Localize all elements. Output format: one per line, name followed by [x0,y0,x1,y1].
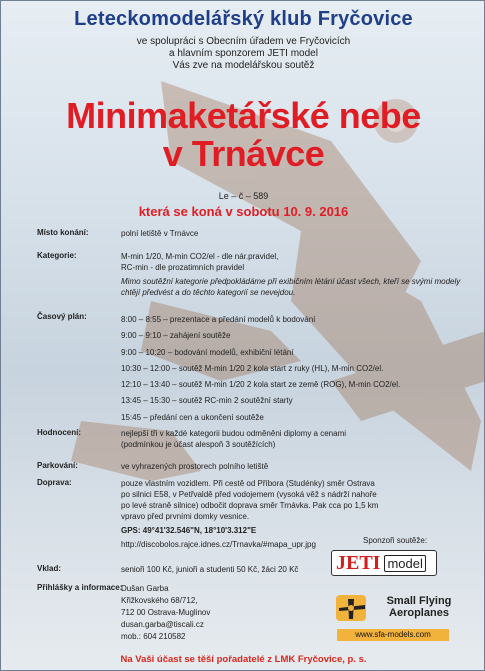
transport-line: pouze vlastním vozidlem. Při cestě od Příbora (Studénky) směr Ostrava [121,479,375,488]
registration-contact [121,583,210,643]
contact-line: Dušan Garba [121,584,169,593]
sfa-logo-text [373,595,465,619]
date-main: v sobotu 10. 9. 2016 [225,204,349,219]
jeti-model-logo [331,550,437,576]
category-line: RC-min - dle prozatimních pravidel [121,263,245,272]
map-link[interactable]: http://discobolos.rajce.idnes.cz/Trnavka/#mapa_upr.jpg [121,540,316,549]
evaluation-line: nejlepší tři v každé kategorii budou odměněni diplomy a cenami [121,429,347,438]
schedule-item: 8:00 – 8:55 – prezentace a předání modelů k bodování [121,315,316,324]
sfa-airplane-icon [334,591,370,625]
club-title: Leteckomodelářský klub Fryčovice [74,8,413,30]
venue-value: polní letiště v Trnávce [121,229,199,238]
transport-line: po silnici E58, v Petřvaldě před vodojemem (vysoká věž s nádrží nahoře [121,490,377,499]
sfa-url[interactable]: www.sfa-models.com [337,629,449,641]
category-note: chtějí předvést a do těchto kategorií se nevejdou. [121,288,296,297]
category-line: M-min 1/20, M-min CO2/el - dle nár.pravidel, [121,252,279,261]
event-title [1,97,485,173]
evaluation-line: (podmínkou je účast alespoň 3 soutěžících) [121,440,276,449]
sfa-name-line: Small Flying [386,595,452,607]
date-prefix: která se koná [138,204,222,219]
gps-coordinates: GPS: 49°41'32.546"N, 18°10'3.312"E [121,526,257,535]
evaluation-label: Hodnocení: [37,428,81,437]
intro-line: Vás zve na modelářskou soutěž [172,60,315,71]
categories-label: Kategorie: [37,251,77,260]
fee-value: senioři 100 Kč, junioři a studenti 50 Kč, žáci 20 Kč [121,565,299,574]
event-date [1,204,485,219]
intro-text [1,36,485,72]
schedule-item: 13:45 – 15:30 – soutěž RC-min 2 soutěžní starty [121,396,293,406]
footer-text: Na Vaši účast se těší pořadatelé z LMK Fryčovice, p. s. [120,654,367,665]
schedule-item: 9:00 – 10:20 – bodování modelů, exhibiční létání [121,347,294,357]
event-title-line: Minimaketářské nebe [66,95,421,136]
contact-line: 712 00 Ostrava-Muglinov [121,608,211,617]
event-title-line: v Trnávce [162,133,325,174]
event-code: Le – č – 589 [218,191,269,201]
parking-value: ve vyhrazených prostorech polního letiště [121,462,269,471]
registration-label: Přihlášky a informace: [37,583,123,592]
jeti-logo-text: JETI [336,551,381,574]
intro-line: a hlavním sponzorem JETI model [169,48,318,59]
sponsors-label: Sponzoři soutěže: [363,536,428,545]
category-note: Mimo soutěžní kategorie předpokládáme při exibičním létání účast všech, kteří se svými modely [121,277,461,286]
sfa-name-line: Aeroplanes [389,607,449,619]
parking-label: Parkování: [37,461,78,470]
categories-value [121,251,460,298]
contact-email[interactable]: dusan.garba@tiscali.cz [121,620,204,629]
venue-label: Místo konání: [37,228,89,237]
schedule-label: Časový plán: [37,312,87,321]
transport-line: po levé straně silnice) odbočit doprava směr Trnávka. Pak cca po 1,5 km [121,501,379,510]
fee-label: Vklad: [37,564,62,573]
transport-value [121,478,378,550]
schedule-item: 10:30 – 12:00 – soutěž M-min 1/20 2 kola start z ruky (HL), M-min CO2/el. [121,363,384,373]
schedule-item: 9:00 – 9:10 – zahájení soutěže [121,331,231,341]
transport-line: vpravo před prvními domky vesnice. [121,512,250,521]
schedule-item: 15:45 – předání cen a ukončení soutěže [121,412,264,422]
jeti-model-text: model [384,555,425,572]
contact-phone: mob.: 604 210582 [121,632,186,641]
contact-line: Křižkovského 68/712, [121,596,198,605]
schedule-list [121,312,400,426]
transport-label: Doprava: [37,478,72,487]
evaluation-value [121,428,346,450]
schedule-item: 12:10 – 13:40 – soutěž M-min 1/20 2 kola start ze země (ROG), M-min CO2/el. [121,380,401,390]
intro-line: ve spolupráci s Obecním úřadem ve Fryčovicích [136,36,351,47]
